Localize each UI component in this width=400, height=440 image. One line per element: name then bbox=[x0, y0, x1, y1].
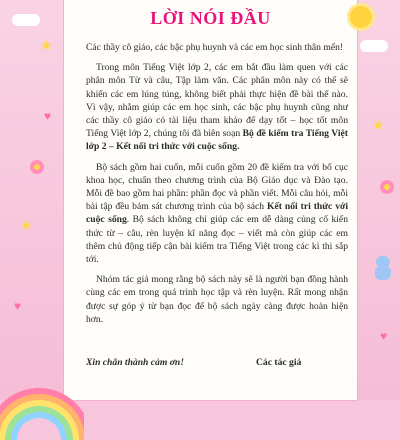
heart-icon: ♥ bbox=[380, 329, 388, 343]
series-name-emphasis: Kết nối tri thức với cuộc sống bbox=[86, 201, 349, 226]
paragraph-structure bbox=[86, 161, 348, 267]
flower-icon bbox=[30, 160, 44, 174]
paragraph-greeting: Các thầy cô giáo, các bậc phụ huynh và các em học sinh thân mến! bbox=[86, 42, 344, 53]
cloud-icon bbox=[360, 40, 388, 52]
thanks-line: Xin chân thành cảm ơn! bbox=[86, 357, 184, 368]
rainbow-icon bbox=[0, 360, 84, 440]
paragraph-text: Trong môn Tiếng Việt lớp 2, các em bắt đầu làm quen với các phân môn Từ và câu, Tập làm văn. Các phân môn này có thể sẽ khiến các em lúng túng, không biết phải thực hiện đề bài thế nào. Vì vậy, nhằm giúp các em học sinh, các bậc phụ huynh cũng như các thầy cô giáo có tài liệu tham khảo để dạy tốt – học tốt môn Tiếng Việt lớp 2, chúng tôi đã biên soạn bbox=[86, 62, 348, 140]
star-icon: ★ bbox=[372, 119, 385, 134]
paragraph-intro bbox=[86, 61, 348, 153]
book-title-emphasis: Bộ đề kiểm tra Tiếng Việt lớp 2 – Kết nối tri thức với cuộc sống. bbox=[86, 128, 348, 153]
star-icon: ★ bbox=[40, 39, 53, 54]
flower-icon bbox=[380, 180, 394, 194]
heart-icon: ♥ bbox=[14, 299, 22, 313]
paragraph-closing: Nhóm tác giả mong rằng bộ sách này sẽ là người bạn đồng hành cùng các em trong quá trình học tập và rèn luyện. Rất mong nhận được sự góp ý từ bạn đọc để bộ sách ngày càng được hoàn hiện hơn. bbox=[86, 274, 348, 325]
preface-body bbox=[86, 41, 348, 333]
star-icon: ★ bbox=[20, 219, 33, 234]
cloud-icon bbox=[12, 14, 40, 26]
author-signature: Các tác giả bbox=[256, 357, 302, 368]
heart-icon: ♥ bbox=[44, 109, 52, 123]
page-title: LỜI NÓI ĐẦU bbox=[150, 8, 271, 28]
paragraph-text: Bộ sách gồm hai cuốn, mỗi cuốn gồm 20 đề kiểm tra với bố cục khoa học, chuẩn theo chương trình của Bộ Giáo dục và Đào tạo. Mỗi đề bao gồm hai phần: phần đọc và phần viết. Mỗi câu hỏi, mỗi bài tập đều bám sát chương trình của bộ sách bbox=[86, 161, 348, 213]
paragraph-text: . Bộ sách không chỉ giúp các em dễ dàng củng cố kiến thức từ – câu, rèn luyện kĩ năng đọc – viết mà còn giúp các em thêm chủ động tiếp cận bài kiểm tra Tiếng Việt trong các kì thi sắp tới. bbox=[86, 214, 348, 266]
teddy-bear-icon bbox=[372, 256, 394, 280]
